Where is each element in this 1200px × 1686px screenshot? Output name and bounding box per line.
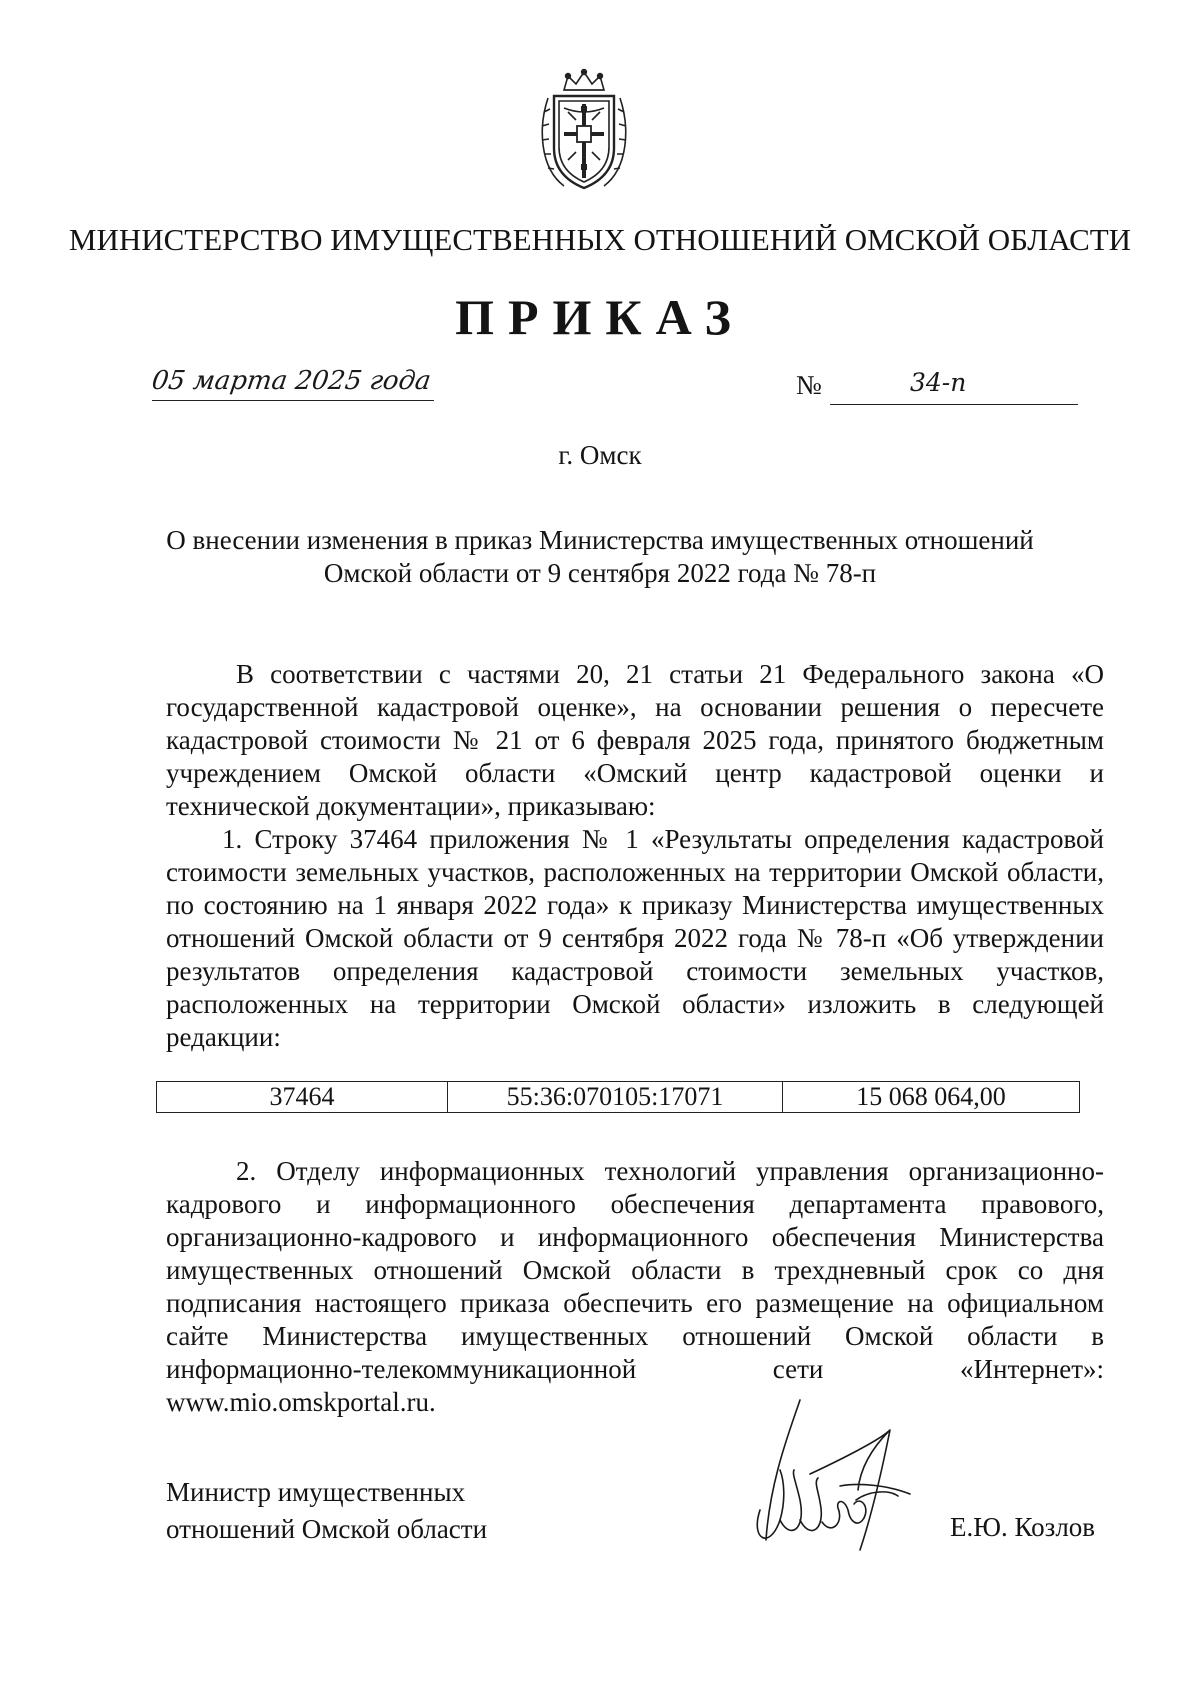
coat-of-arms-icon [534,68,634,196]
table-row [157,1082,1080,1113]
order-subject [150,524,1050,590]
ministry-name: МИНИСТЕРСТВО ИМУЩЕСТВЕННЫХ ОТНОШЕНИЙ ОМСКОЙ ОБЛАСТИ [68,222,1132,257]
cadastral-number-cell: 55:36:070105:17071 [448,1082,783,1113]
number-label: № [796,370,822,400]
order-body-continued [166,1155,1104,1419]
cadastral-value-cell: 15 068 064,00 [783,1082,1080,1113]
handwritten-date: 05 марта 2025 года [149,366,433,396]
cadastral-row-table [156,1081,1080,1113]
signer-position [166,1474,487,1548]
handwritten-number: 34-п [910,368,967,397]
item-2-paragraph: 2. Отделу информационных технологий управления организационно-кадрового и информационного обеспечения департамента правового, организационно-кадрового и информационного обеспечения Министерства имущественных отношений Омской области в трехдневный срок со дня подписания настоящего приказа обеспечить его размещение на официальном сайте Министерства имущественных отношений Омской области в информационно-телекоммуникационной сети «Интернет»: www.mio.omskportal.ru. [166,1156,1104,1417]
item-1-paragraph: 1. Строку 37464 приложения № 1 «Результаты определения кадастровой стоимости земельных участков, расположенных на территории Омской области, по состоянию на 1 января 2022 года» к приказу Министерства имущественных отношений Омской области от 9 сентября 2022 года № 78-п «Об утверждении результатов определения кадастровой стоимости земельных участков, расположенных на территории Омской области» изложить в следующей редакции: [166,824,1104,1052]
signer-position-line-1: Министр имущественных [166,1477,466,1507]
signer-position-line-2: отношений Омской области [166,1514,488,1544]
row-number-cell: 37464 [157,1082,448,1113]
signer-name: Е.Ю. Козлов [950,1512,1096,1542]
signature-icon [740,1390,940,1560]
subject-line-1: О внесении изменения в приказ Министерства имущественных отношений [166,525,1034,555]
subject-line-2: Омской области от 9 сентября 2022 года № 78-п [323,558,877,588]
order-body [166,658,1104,1054]
number-underline [830,404,1078,405]
preamble-paragraph: В соответствии с частями 20, 21 статьи 21 Федерального закона «О государственной кадастровой оценке», на основании решения о пересчете кадастровой стоимости № 21 от 6 февраля 2025 года, принятого бюджетным учреждением Омской области «Омский центр кадастровой оценки и технической документации», приказываю: [166,659,1104,821]
document-type-title: ПРИКАЗ [455,289,745,345]
date-underline [152,400,434,401]
city-name: г. Омск [558,440,642,470]
